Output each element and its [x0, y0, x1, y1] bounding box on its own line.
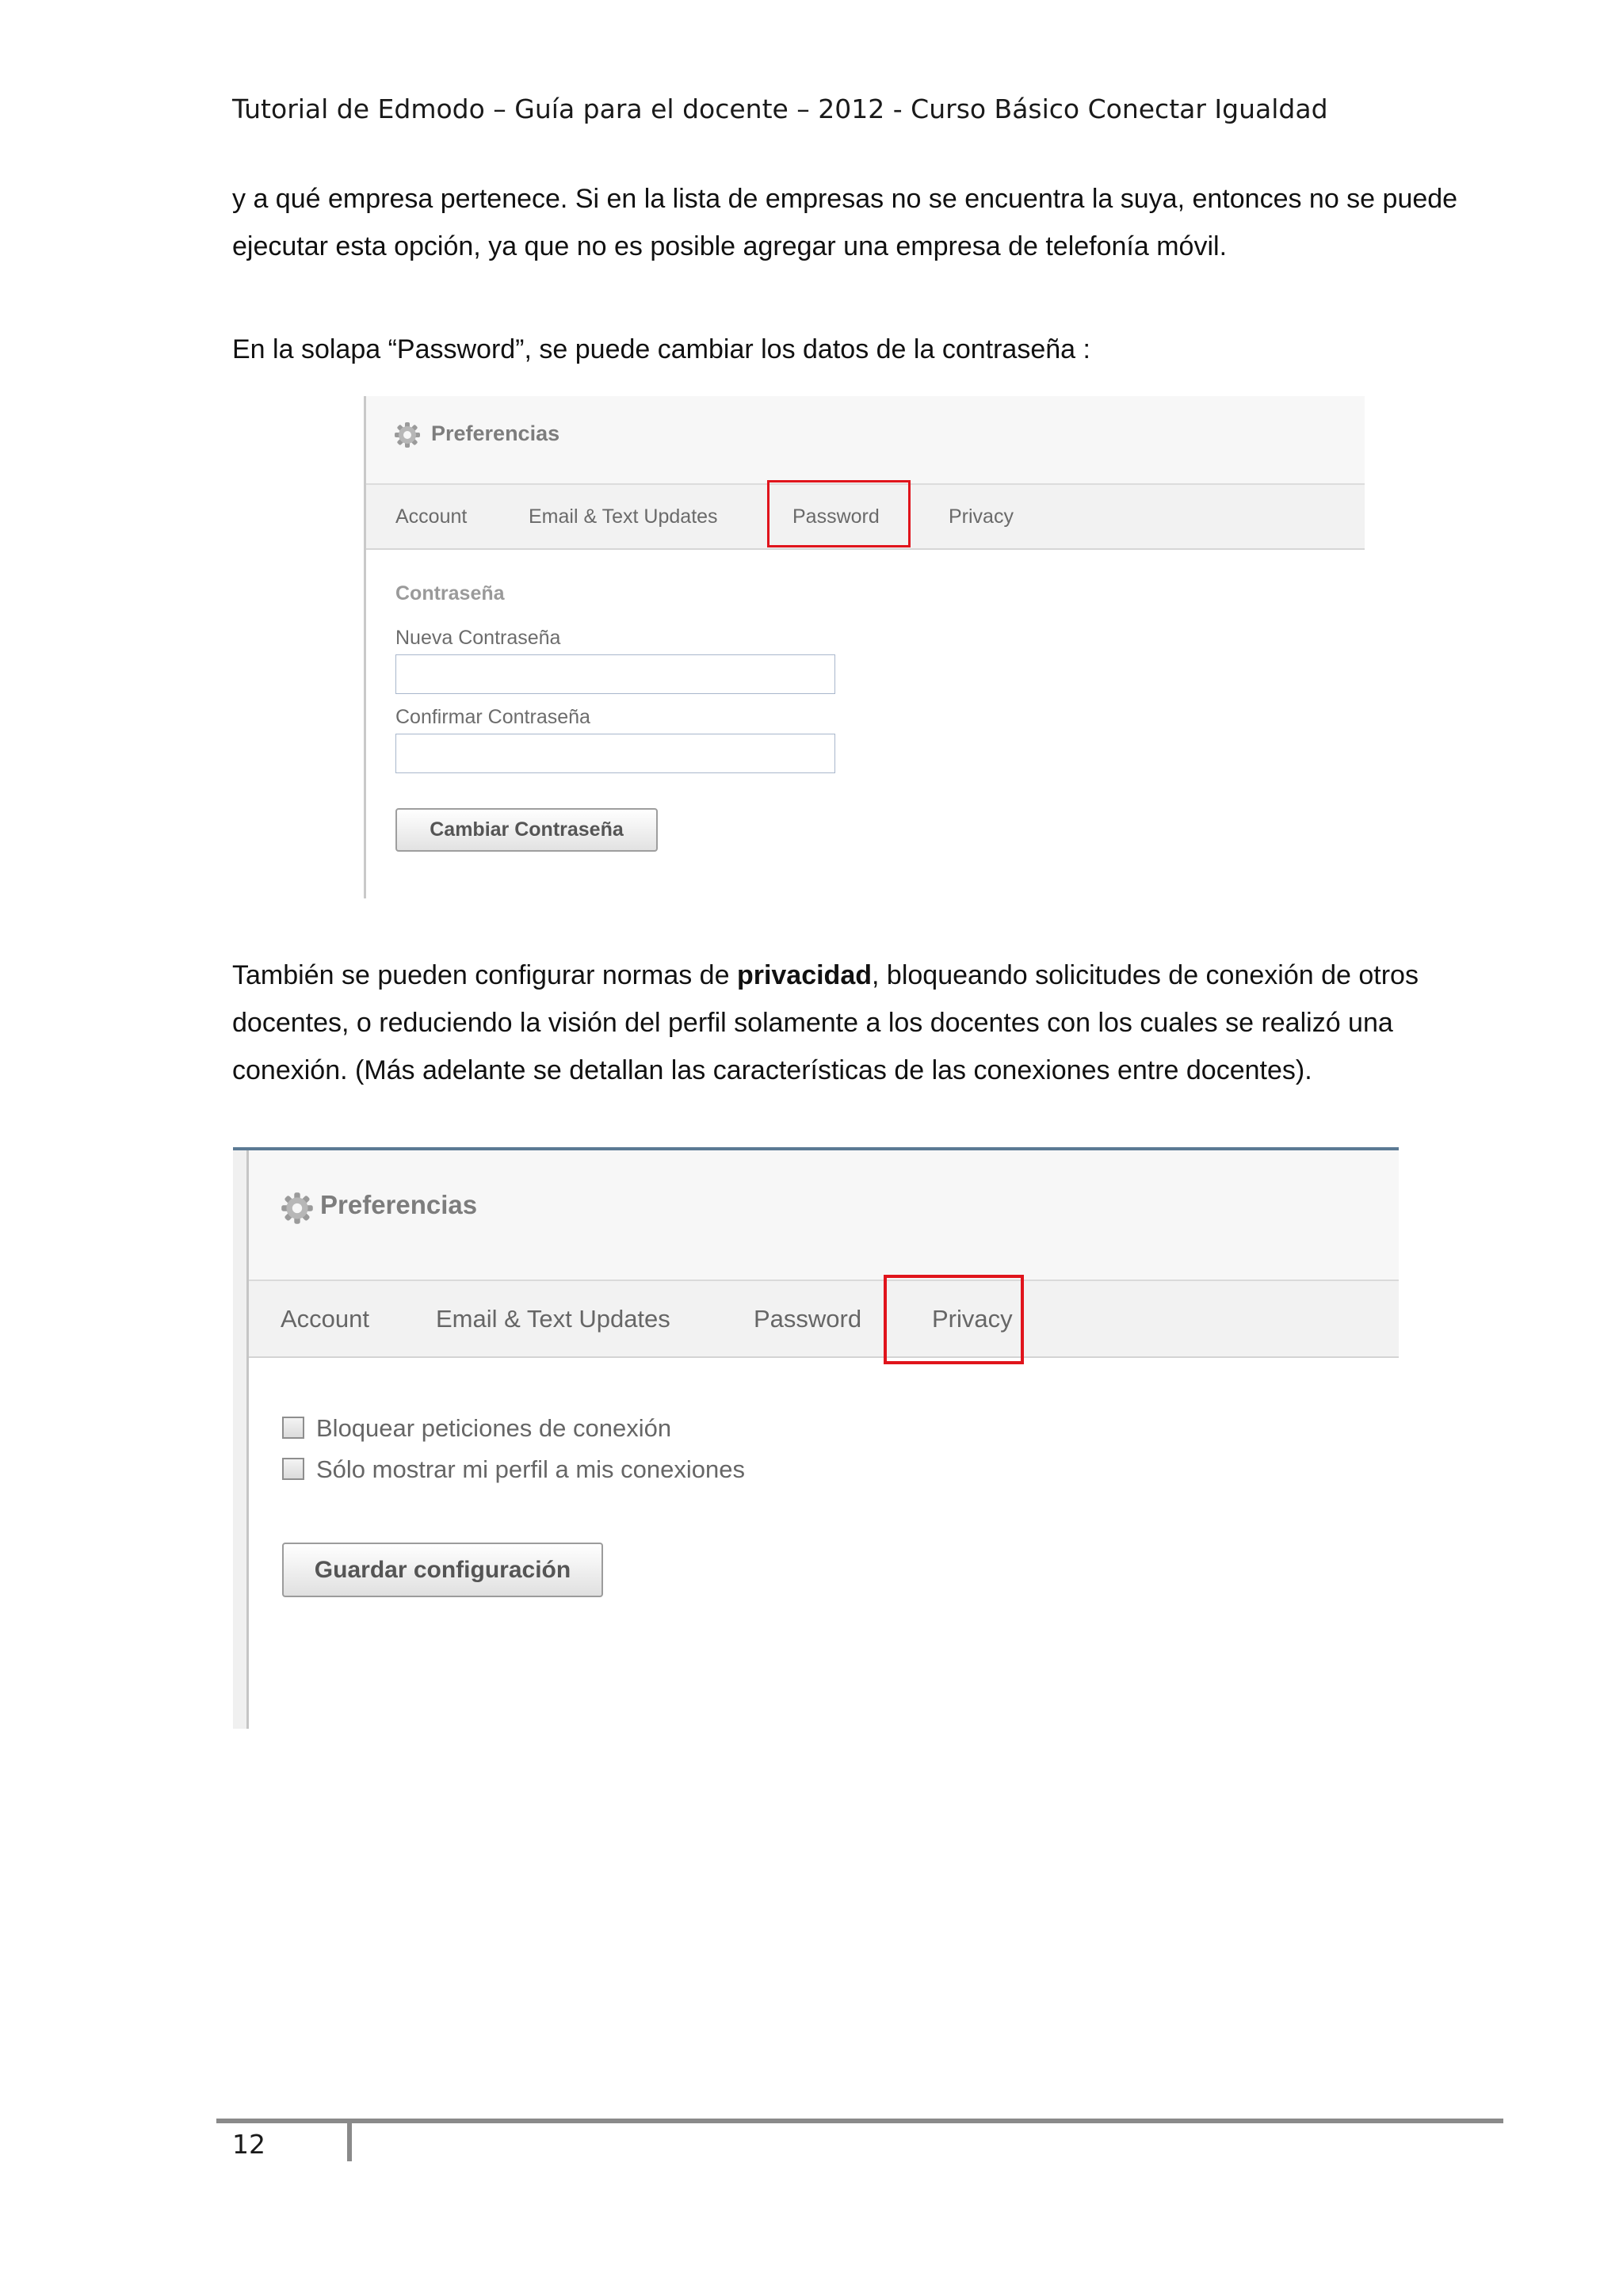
- tab-password[interactable]: Password: [792, 505, 880, 528]
- gear-icon: [394, 421, 421, 448]
- paragraph-carrier-info: y a qué empresa pertenece. Si en la lista de empresas no se encuentra la suya, entonces no se puede ejecutar esta opción, ya que no es posible agregar una empresa de telefonía móvil.: [232, 184, 1458, 261]
- tab-privacy[interactable]: Privacy: [949, 505, 1014, 528]
- preferences-title: Preferencias: [320, 1190, 478, 1219]
- preferences-titlebar: [366, 396, 1365, 485]
- gear-icon: [281, 1192, 314, 1225]
- footer-rule: [216, 2119, 1503, 2123]
- active-tab-highlight: [884, 1275, 1024, 1364]
- privacy-settings-screenshot: [233, 1147, 1399, 1729]
- tab-privacy[interactable]: Privacy: [932, 1305, 1013, 1333]
- tab-password[interactable]: Password: [754, 1305, 862, 1333]
- paragraph-password-tab: En la solapa “Password”, se puede cambiar los datos de la contraseña :: [232, 334, 1090, 364]
- connections-only-label: Sólo mostrar mi perfil a mis conexiones: [316, 1455, 745, 1483]
- password-settings-screenshot: [364, 396, 1365, 898]
- tab-account[interactable]: Account: [281, 1305, 370, 1333]
- page-number: 12: [232, 2129, 265, 2160]
- preferences-tabs: [249, 1281, 1399, 1358]
- privacy-text-before: También se pueden configurar normas de: [232, 960, 737, 990]
- change-password-button[interactable]: Cambiar Contraseña: [395, 808, 658, 852]
- new-password-label: Nueva Contraseña: [395, 627, 561, 649]
- confirm-password-input[interactable]: [395, 734, 835, 773]
- confirm-password-label: Confirmar Contraseña: [395, 706, 590, 728]
- preferences-title: Preferencias: [431, 421, 560, 445]
- running-header: Tutorial de Edmodo – Guía para el docente – 2012 - Curso Básico Conectar Igualdad: [232, 93, 1328, 124]
- privacy-text-after: , bloqueando solicitudes de conexión de otros docentes, o reduciendo la visión del perfil solamente a los docentes con los cuales se realizó una conexión. (Más adelante se detallan las características de las conexiones entre docentes).: [232, 960, 1419, 1085]
- new-password-input[interactable]: [395, 654, 835, 694]
- active-tab-highlight: [767, 480, 911, 547]
- save-settings-button[interactable]: Guardar configuración: [282, 1543, 603, 1597]
- tab-email-text-updates[interactable]: Email & Text Updates: [529, 505, 718, 528]
- block-requests-checkbox[interactable]: [282, 1417, 304, 1439]
- tab-account[interactable]: Account: [395, 505, 468, 528]
- block-requests-label: Bloquear peticiones de conexión: [316, 1414, 672, 1442]
- password-section-label: Contraseña: [395, 582, 505, 605]
- tab-email-text-updates[interactable]: Email & Text Updates: [436, 1305, 670, 1333]
- panel-left-border: [233, 1150, 249, 1729]
- privacy-bold-term: privacidad: [736, 960, 873, 990]
- connections-only-checkbox[interactable]: [282, 1458, 304, 1480]
- footer-divider: [347, 2123, 352, 2161]
- paragraph-privacy: [232, 952, 1484, 1094]
- preferences-titlebar: [249, 1150, 1399, 1281]
